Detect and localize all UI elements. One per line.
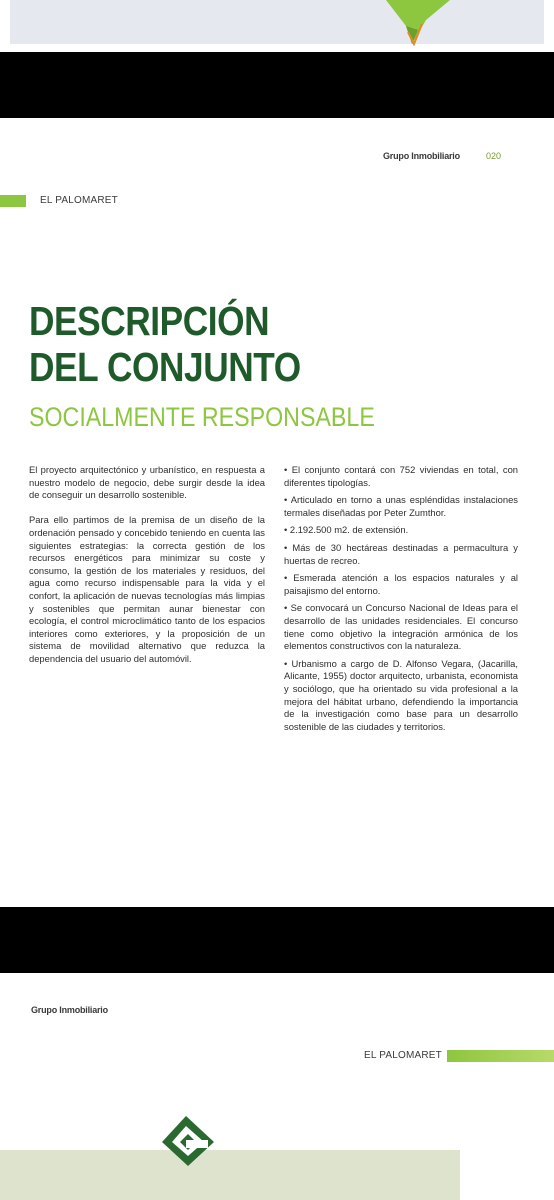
bullet-item: • Se convocará un Concurso Nacional de Ideas para el desarrollo de las unidades residenciales. El concurso tiene como objetivo la integración armónica de los elementos constructivos con la naturaleza. bbox=[284, 602, 518, 652]
header-group-label: Grupo Inmobiliario bbox=[31, 1005, 108, 1015]
image-panel bbox=[0, 1150, 460, 1200]
left-text-column bbox=[29, 464, 265, 678]
section-accent-bar bbox=[447, 1050, 554, 1062]
bullet-item: • Más de 30 hectáreas destinadas a permacultura y huertas de recreo. bbox=[284, 541, 518, 566]
bullet-item: • Esmerada atención a los espacios naturales y al paisajismo del entorno. bbox=[284, 572, 518, 596]
title-line-1: DESCRIPCIÓN bbox=[29, 298, 270, 344]
bullet-item: • El conjunto contará con 752 viviendas en total, con diferentes tipologías. bbox=[284, 464, 518, 488]
page-subtitle: SOCIALMENTE RESPONSABLE bbox=[29, 402, 375, 432]
section-label: EL PALOMARET bbox=[40, 195, 118, 206]
bullet-item: • Urbanismo a cargo de D. Alfonso Vegara, (Jacarilla, Alicante, 1955) doctor arquitecto, urbanista, economista y sociólogo, que ha orientado su vida profesional a la mejora del hábitat urbano, defendiendo la importancia de la investigación como base para un desarrollo sostenible de las ciudades y territorios. bbox=[284, 657, 518, 732]
page-title bbox=[29, 298, 301, 390]
logo-mark-icon bbox=[158, 1108, 218, 1172]
page-separator-band bbox=[0, 907, 554, 973]
section-accent-bar bbox=[0, 195, 26, 207]
strategies-paragraph: Para ello partimos de la premisa de un diseño de la ordenación pensado y concebido teniendo en cuenta las siguientes estrategias: la correcta gestión de los recursos energéticos para minimizar su coste y consumo, la gestión de los materiales y residuos, del agua como recurso indispensable para la vida y el confort, la aplicación de nuevas tecnologías más limpias y sostenibles que permitan aunar bienestar con ecología, el control microclimático tanto de los espacios interiores como exteriores, y la proposición de un sistema de movilidad alternativo que reduzca la dependencia del usuario del automóvil. bbox=[29, 514, 265, 664]
right-bullet-column bbox=[284, 464, 518, 738]
previous-page-fragment bbox=[0, 0, 554, 52]
page-separator-band bbox=[0, 52, 554, 118]
section-label: EL PALOMARET bbox=[364, 1050, 442, 1061]
page-number: 020 bbox=[486, 151, 502, 161]
header-group-label: Grupo Inmobiliario bbox=[383, 151, 460, 161]
title-line-2: DEL CONJUNTO bbox=[29, 344, 301, 390]
bullet-item: • 2.192.500 m2. de extensión. bbox=[284, 524, 409, 536]
bullet-item: • Articulado en torno a unas espléndidas instalaciones termales diseñadas por Peter Zumthor. bbox=[284, 494, 518, 518]
intro-paragraph: El proyecto arquitectónico y urbanístico, en respuesta a nuestro modelo de negocio, debe surgir desde la idea de conseguir un desarrollo sostenible. bbox=[29, 464, 265, 501]
previous-page-panel bbox=[10, 0, 544, 44]
logo-mark-icon bbox=[378, 0, 458, 46]
